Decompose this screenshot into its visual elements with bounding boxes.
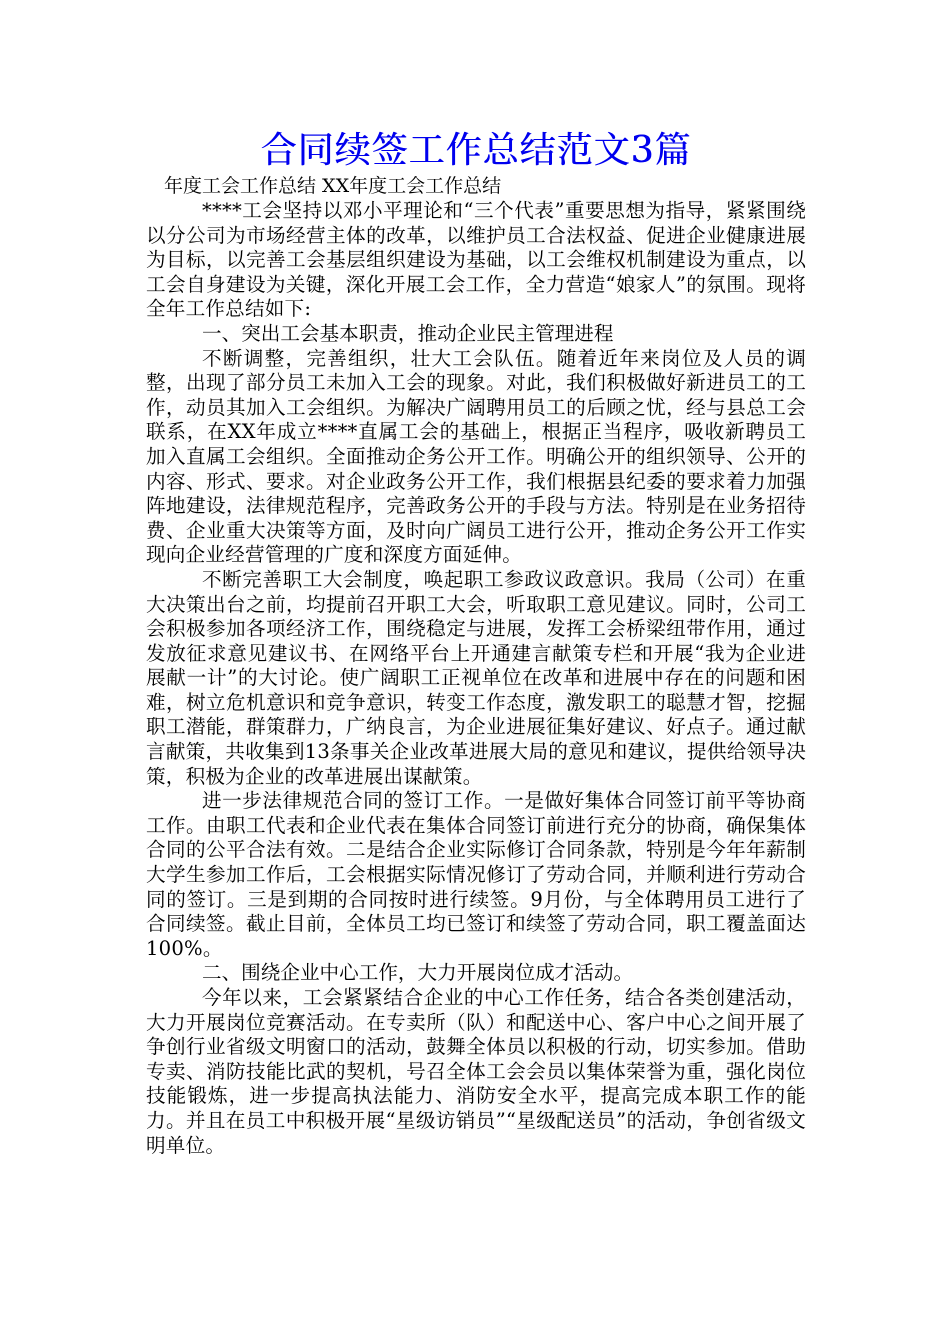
document-subtitle: 年度工会工作总结 XX年度工会工作总结 (164, 175, 502, 197)
document-page (146, 128, 806, 1158)
section-heading-1: 一、突出工会基本职责，推动企业民主管理进程 (202, 321, 614, 345)
section-1-paragraph-3: 进一步法律规范合同的签订工作。一是做好集体合同签订前平等协商工作。由职工代表和企业代表在集体合同签订前进行充分的协商，确保集体合同的公平合法有效。二是结合企业实际修订合同条款，特别是今年年薪制大学生参加工作后，工会根据实际情况修订了劳动合同，并顺利进行劳动合同的签订。三是到期的合同按时进行续签。9月份，与全体聘用员工进行了合同续签。截止目前，全体员工均已签订和续签了劳动合同，职工覆盖面达100%。 (146, 789, 806, 960)
document-title: 合同续签工作总结范文3篇 (260, 130, 692, 171)
intro-paragraph: ****工会坚持以邓小平理论和“三个代表”重要思想为指导，紧紧围绕以分公司为市场经营主体的改革，以维护员工合法权益、促进企业健康进展为目标，以完善工会基层组织建设为基础，以工会维权机制建设为重点，以工会自身建设为关键，深化开展工会工作，全力营造“娘家人”的氛围。现将全年工作总结如下: (146, 199, 806, 321)
section-1-paragraph-2: 不断完善职工大会制度，唤起职工参政议政意识。我局（公司）在重大决策出台之前，均提前召开职工大会，听取职工意见建议。同时，公司工会积极参加各项经济工作，围绕稳定与进展，发挥工会桥梁纽带作用，通过发放征求意见建议书、在网络平台上开通建言献策专栏和开展“我为企业进展献一计”的大讨论。使广阔职工正视单位在改革和进展中存在的问题和困难，树立危机意识和竞争意识，转变工作态度，激发职工的聪慧才智，挖掘职工潜能，群策群力，广纳良言，为企业进展征集好建议、好点子。通过献言献策，共收集到13条事关企业改革进展大局的意见和建议，提供给领导决策，积极为企业的改革进展出谋献策。 (146, 567, 806, 788)
section-2-paragraph-1: 今年以来，工会紧紧结合企业的中心工作任务，结合各类创建活动，大力开展岗位竞赛活动。在专卖所（队）和配送中心、客户中心之间开展了争创行业省级文明窗口的活动，鼓舞全体员以积极的行动，切实参加。借助专卖、消防技能比武的契机，号召全体工会会员以集体荣誉为重，强化岗位技能锻炼，进一步提高执法能力、消防安全水平，提高完成本职工作的能力。并且在员工中积极开展“星级访销员”“星级配送员”的活动，争创省级文明单位。 (146, 986, 806, 1157)
section-heading-2: 二、围绕企业中心工作，大力开展岗位成才活动。 (202, 961, 634, 985)
section-1-paragraph-1: 不断调整，完善组织，壮大工会队伍。随着近年来岗位及人员的调整，出现了部分员工未加入工会的现象。对此，我们积极做好新进员工的工作，动员其加入工会组织。为解决广阔聘用员工的后顾之忧，经与县总工会联系，在XX年成立****直属工会的基础上，根据正当程序，吸收新聘员工加入直属工会组织。全面推动企务公开工作。明确公开的组织领导、公开的内容、形式、要求。对企业政务公开工作，我们根据县纪委的要求着力加强阵地建设，法律规范程序，完善政务公开的手段与方法。特别是在业务招待费、企业重大决策等方面，及时向广阔员工进行公开，推动企务公开工作实现向企业经营管理的广度和深度方面延伸。 (146, 346, 806, 567)
